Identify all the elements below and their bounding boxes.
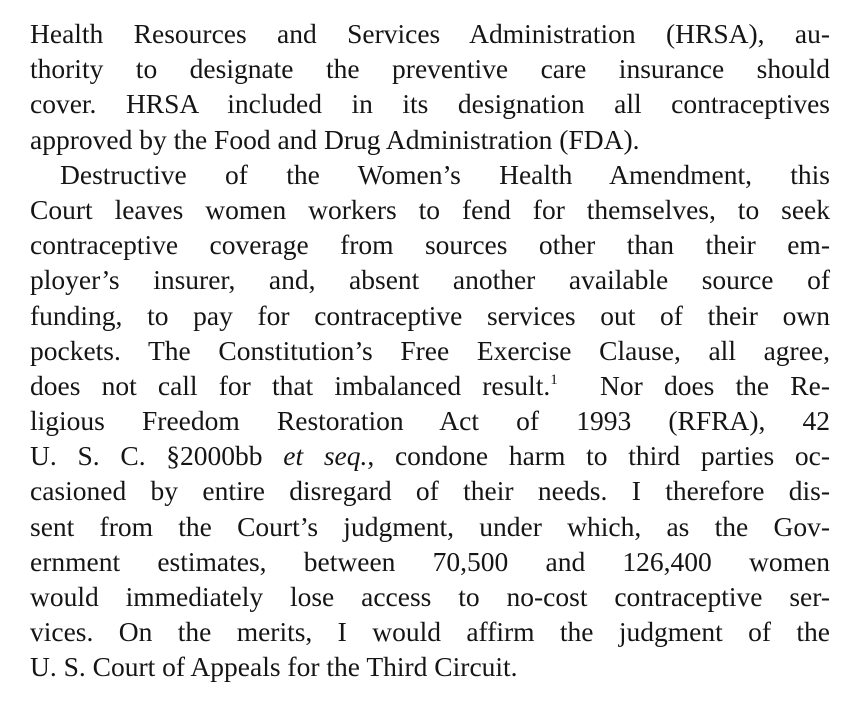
text-line: Destructive of the Women’s Health Amendment, this <box>60 158 830 190</box>
text-line: thority to designate the preventive care insurance should <box>30 53 830 85</box>
document-page <box>30 16 830 685</box>
text-line: ernment estimates, between 70,500 and 126,400 women <box>30 545 830 577</box>
text-line: funding, to pay for contraceptive services out of their own <box>30 299 830 331</box>
text-line: Court leaves women workers to fend for themselves, to seek <box>30 193 830 225</box>
text-line: pockets. The Constitution’s Free Exercise Clause, all agree, <box>30 334 830 366</box>
text-line-with-citation <box>30 438 830 473</box>
footnote-marker[interactable]: 1 <box>550 371 558 388</box>
text-line: would immediately lose access to no-cost contraceptive ser- <box>30 581 830 612</box>
text-line: sent from the Court’s judgment, under which, as the Gov- <box>30 510 830 542</box>
text-line: cover. HRSA included in its designation all contraceptives <box>30 88 830 120</box>
citation-text: U. S. C. §2000bb <box>30 440 284 472</box>
text-segment: , condone harm to third parties oc- <box>367 440 830 472</box>
text-line-with-footnote <box>30 368 830 403</box>
paragraph-dissent <box>30 157 830 685</box>
text-line: ployer’s insurer, and, absent another available source of <box>30 264 830 296</box>
text-line: contraceptive coverage from sources other than their em- <box>30 229 830 261</box>
text-line: casioned by entire disregard of their needs. I therefore dis- <box>30 475 830 507</box>
text-line: approved by the Food and Drug Administration (FDA). <box>30 123 640 155</box>
citation-italic: et seq. <box>283 440 368 472</box>
text-line: vices. On the merits, I would affirm the judgment of the <box>30 616 830 648</box>
paragraph-hrsa-authority <box>30 16 830 157</box>
text-line: ligious Freedom Restoration Act of 1993 (RFRA), 42 <box>30 405 830 437</box>
text-line: Health Resources and Services Administration (HRSA), au- <box>30 18 830 49</box>
text-segment: does not call for that imbalanced result. <box>30 369 551 401</box>
text-line: U. S. Court of Appeals for the Third Circuit. <box>30 651 518 683</box>
text-segment: Nor does the Re- <box>557 369 830 401</box>
